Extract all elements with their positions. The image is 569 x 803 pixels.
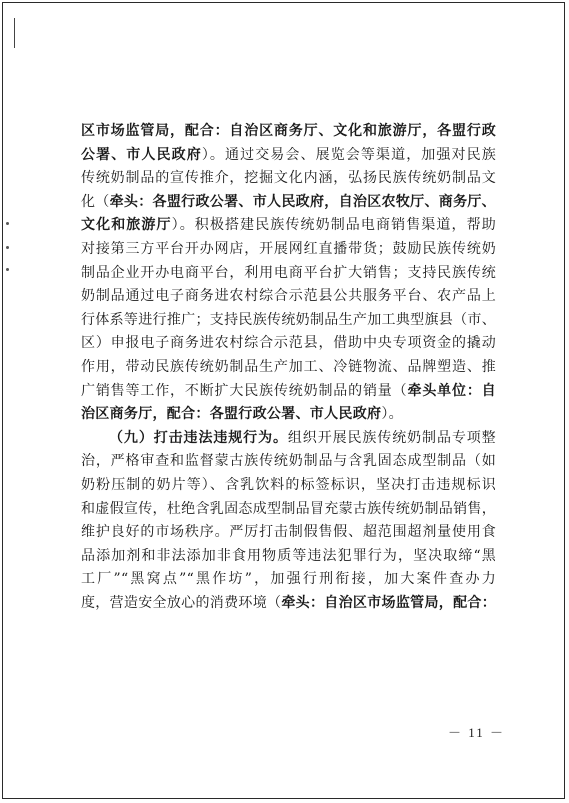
bold-text: 治区商务厅，配合：各盟行政公署、市人民政府	[81, 406, 382, 423]
text-segment: 区）申报电子商务进农村综合示范县，借助中央专项资金的撬动	[81, 335, 496, 352]
text-line	[81, 191, 496, 215]
text-segment: 制品企业开办电商平台，利用电商平台扩大销售；支持民族传统	[81, 264, 496, 281]
text-line	[81, 521, 496, 545]
text-segment: 奶制品通过电子商务进农村综合示范县公共服务平台、农产品上	[81, 288, 496, 305]
text-line	[81, 167, 496, 191]
bold-text: 公署、市人民政府	[81, 146, 202, 163]
text-segment: 作用，带动民族传统奶制品生产加工、冷链物流、品牌塑造、推	[81, 358, 496, 375]
text-segment: 化（	[81, 193, 110, 210]
bold-text: 文化和旅游厅	[81, 217, 172, 234]
bold-text: 牵头单位：自	[407, 382, 496, 399]
text-segment: 品添加剂和非法添加非食用物质等违法犯罪行为，坚决取缔“黑	[81, 547, 496, 564]
text-line	[81, 309, 496, 333]
binding-dot	[6, 222, 9, 225]
text-line	[81, 474, 496, 498]
bold-text: 区市场监管局，配合：自治区商务厅、文化和旅游厅，各盟行政	[81, 123, 496, 139]
text-segment: ）。	[381, 406, 403, 423]
binding-dot	[6, 246, 9, 249]
text-segment: 奶粉压制的奶片等）、含乳饮料的标签标识，坚决打击违规标识	[81, 476, 496, 493]
text-line	[81, 450, 496, 474]
text-line	[81, 238, 496, 262]
bold-text: （九）打击违法违规行为。	[109, 429, 288, 446]
text-line	[81, 592, 496, 616]
text-segment: ）。积极搭建民族传统奶制品电商销售渠道，帮助	[171, 217, 496, 234]
text-segment: 传统奶制品的宣传推介，挖掘文化内涵，弘扬民族传统奶制品文	[81, 170, 496, 187]
text-segment: 治，严格审查和监督蒙古族传统奶制品与含乳固态成型制品（如	[81, 453, 496, 470]
text-line	[81, 144, 496, 168]
binding-dot	[6, 268, 9, 271]
text-line	[81, 356, 496, 380]
text-line	[81, 214, 496, 238]
text-line	[81, 285, 496, 309]
text-line	[81, 120, 496, 144]
bold-text: 牵头：自治区市场监管局，配合：	[281, 594, 497, 611]
text-line	[81, 403, 496, 427]
text-segment: 和虚假宣传，杜绝含乳固态成型制品冒充蒙古族传统奶制品销售，	[81, 500, 496, 517]
text-segment: 工厂”“黑窝点”“黑作坊”，加强行刑衔接，加大案件查办力	[81, 571, 496, 588]
text-line	[81, 332, 496, 356]
text-line	[81, 380, 496, 404]
text-segment: ）。通过交易会、展览会等渠道，加强对民族	[201, 146, 497, 163]
text-segment: 对接第三方平台开办网店，开展网红直播带货；鼓励民族传统奶	[81, 240, 496, 257]
text-segment: 度，营造安全放心的消费环境（	[81, 594, 282, 611]
page-number: － 11 －	[448, 725, 506, 740]
text-segment: 维护良好的市场秩序。严厉打击制假售假、超范围超剂量使用食	[81, 524, 496, 541]
text-line	[81, 498, 496, 522]
text-segment: 广销售等工作，不断扩大民族传统奶制品的销量（	[81, 382, 408, 399]
text-line	[81, 568, 496, 592]
binding-holes	[6, 0, 16, 803]
text-line	[81, 262, 496, 286]
text-segment: 行体系等进行推广；支持民族传统奶制品生产加工典型旗县（市、	[81, 311, 496, 328]
text-line	[81, 427, 496, 451]
text-segment: 组织开展民族传统奶制品专项整	[287, 429, 496, 446]
document-body	[81, 120, 496, 615]
bold-text: 牵头：各盟行政公署、市人民政府，自治区农牧厅、商务厅、	[109, 193, 496, 210]
text-line	[81, 545, 496, 569]
